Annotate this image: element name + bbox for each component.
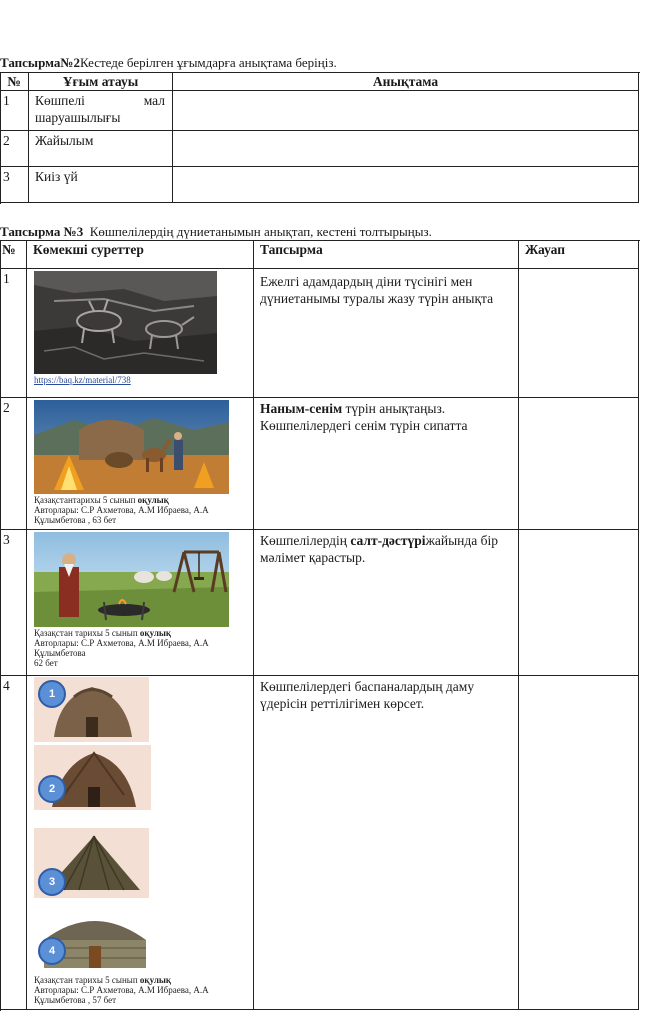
t3-row2-answer[interactable] bbox=[519, 398, 639, 530]
row1-source-link[interactable]: https://baq.kz/material/738 bbox=[34, 375, 131, 385]
row4-caption: Қазақстан тарихы 5 сынып оқулық Авторлары: С.Р Ахметова, А.М Ибраева, А.А Құлымбетова , 57 бет bbox=[34, 975, 209, 1005]
t3-row3-num: 3 bbox=[0, 530, 27, 676]
t2-row1-definition[interactable] bbox=[173, 91, 639, 131]
tradition-image bbox=[34, 532, 229, 627]
t3-row2-task: Наным-сенім түрін анықтаңыз. Көшпелілердегі сенім түрін сипатта bbox=[254, 398, 519, 530]
task2-title: Тапсырма№2Кестеде берілген ұғымдарға анықтама беріңіз. bbox=[0, 55, 337, 70]
petroglyph-image bbox=[34, 271, 217, 374]
t3-header-answer: Жауап bbox=[519, 240, 639, 269]
t2-row1-term: Көшпелі мал шаруашылығы bbox=[29, 91, 173, 131]
t3-row1-task: Ежелгі адамдардың діни түсінігі мен дүниетанымы туралы жазу түрін анықта bbox=[254, 269, 519, 398]
t2-header-term: Ұғым атауы bbox=[29, 72, 173, 91]
t2-row3-term: Киіз үй bbox=[29, 167, 173, 203]
row3-caption: Қазақстан тарихы 5 сынып оқулық Авторлары: С.Р Ахметова, А.М Ибраева, А.А Құлымбетова 62 бет bbox=[34, 628, 209, 668]
t2-row3-definition[interactable] bbox=[173, 167, 639, 203]
t2-row2-num: 2 bbox=[0, 131, 29, 167]
dwelling-badge-1: 1 bbox=[38, 680, 66, 708]
t3-row2-num: 2 bbox=[0, 398, 27, 530]
row2-caption: Қазақстантарихы 5 сынып оқулық Авторлары: С.Р Ахметова, А.М Ибраева, А.А Құлымбетова , 63 бет bbox=[34, 495, 209, 525]
t3-row4-num: 4 bbox=[0, 676, 27, 1010]
t3-row1-num: 1 bbox=[0, 269, 27, 398]
t3-row4-task: Көшпелілердегі баспаналардың даму үдерісін реттілігімен көрсет. bbox=[254, 676, 519, 1010]
t2-header-num: № bbox=[0, 72, 29, 91]
t3-row4-answer[interactable] bbox=[519, 676, 639, 1010]
t3-row3-answer[interactable] bbox=[519, 530, 639, 676]
t2-row3-num: 3 bbox=[0, 167, 29, 203]
t3-header-images: Көмекші суреттер bbox=[27, 240, 254, 269]
t2-header-definition: Анықтама bbox=[173, 72, 639, 91]
t2-row2-definition[interactable] bbox=[173, 131, 639, 167]
dwelling-badge-3: 3 bbox=[38, 868, 66, 896]
dwelling-badge-4: 4 bbox=[38, 937, 66, 965]
task3-title: Тапсырма №3 Көшпелілердің дүниетанымын анықтап, кестені толтырыңыз. bbox=[0, 224, 432, 239]
t2-row2-term: Жайылым bbox=[29, 131, 173, 167]
t2-row1-num: 1 bbox=[0, 91, 29, 131]
nomad-fire-image bbox=[34, 400, 229, 494]
t3-row3-task: Көшпелілердің салт-дәстүріжайында бір мәлімет қарастыр. bbox=[254, 530, 519, 676]
t3-row1-answer[interactable] bbox=[519, 269, 639, 398]
t3-header-num: № bbox=[0, 240, 27, 269]
dwelling-badge-2: 2 bbox=[38, 775, 66, 803]
t3-header-task: Тапсырма bbox=[254, 240, 519, 269]
